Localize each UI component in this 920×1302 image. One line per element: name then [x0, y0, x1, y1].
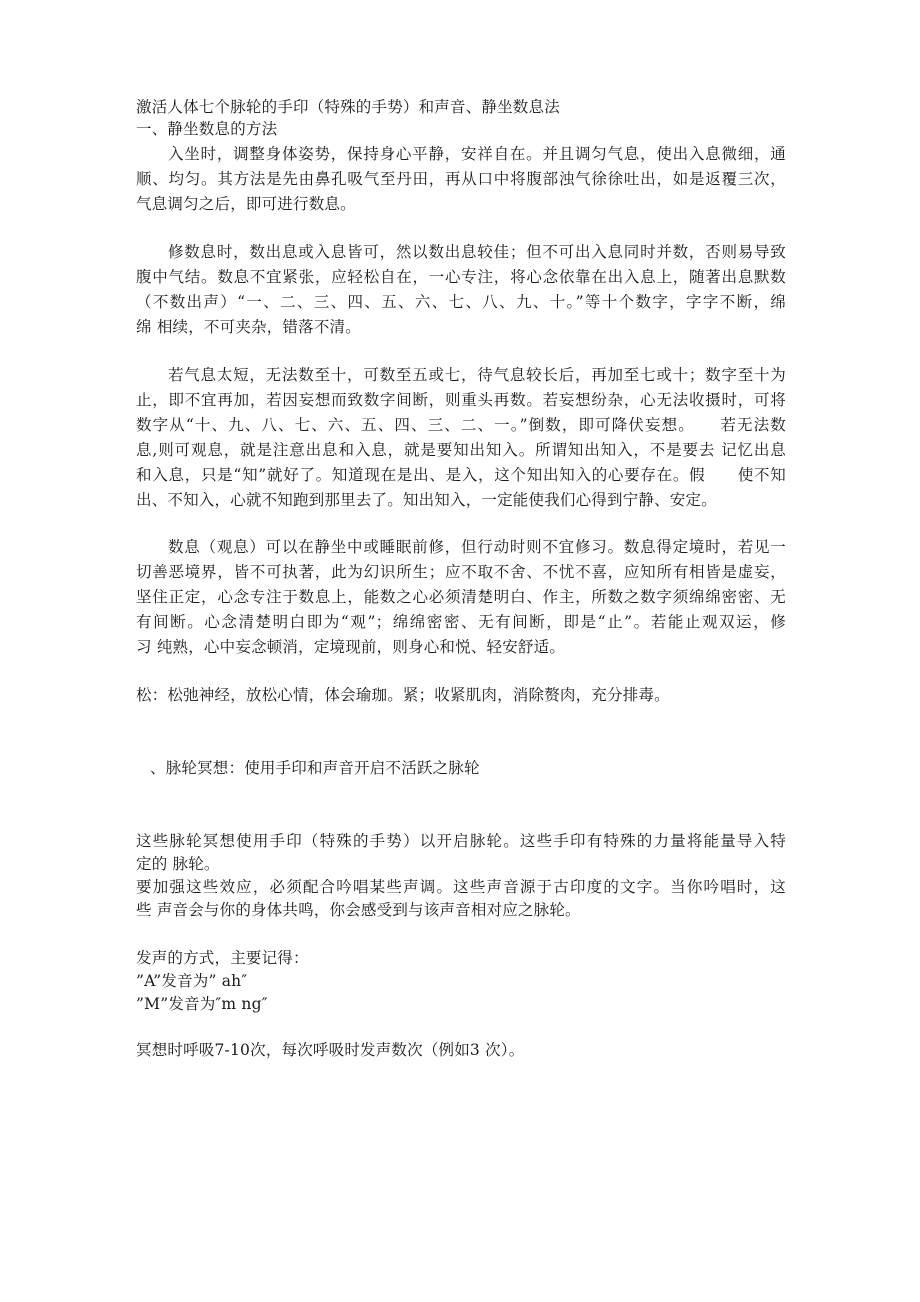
- paragraph-6-line-2: 定的 脉轮。: [136, 855, 220, 873]
- paragraph-8: 冥想时呼吸7-10次，每次呼吸时发声数次（例如3 次）。: [136, 1041, 525, 1059]
- paragraph-5: 松：松弛神经，放松心情，体会瑜珈。紧；收紧肌肉，消除赘肉，充分排毒。: [136, 686, 670, 704]
- paragraph-1-line-1: 入坐时，调整身体姿势，保持身心平静，安祥自在。并且调匀气息，使出入息微细，通: [168, 145, 786, 163]
- paragraph-3-line-5: 和入息，只是“知”就好了。知道现在是出、是入，这个知出知入的心要存在。假 使不知: [136, 466, 786, 484]
- paragraph-2-line-4: 绵 相续，不可夹杂，错落不清。: [136, 318, 361, 336]
- paragraph-1-line-3: 气息调匀之后，即可进行数息。: [136, 195, 356, 213]
- paragraph-2-line-1: 修数息时，数出息或入息皆可，然以数出息较佳；但不可出入息同时并数，否则易导致: [168, 243, 786, 261]
- pronunciation-intro: 发声的方式，主要记得：: [136, 949, 309, 967]
- paragraph-3-line-4: 息,则可观息，就是注意出息和入息，就是要知出知入。所谓知出知入，不是要去 记忆出息: [136, 441, 786, 459]
- document-title: 激活人体七个脉轮的手印（特殊的手势）和声音、静坐数息法: [136, 98, 560, 116]
- paragraph-4-line-5: 习 纯熟，心中妄念顿消，定境现前，则身心和悦、轻安舒适。: [136, 638, 566, 656]
- paragraph-3-line-1: 若气息太短，无法数至十，可数至五或七，待气息较长后，再加至七或十；数字至十为: [168, 366, 786, 384]
- paragraph-4-line-3: 坚住正定，心念专注于数息上，能数之心必须清楚明白、作主，所数之数字须绵绵密密、无: [136, 588, 786, 606]
- paragraph-1-line-2: 顺、均匀。其方法是先由鼻孔吸气至丹田，再从口中将腹部浊气徐徐吐出，如是返覆三次，: [136, 170, 786, 188]
- paragraph-6-line-4: 些 声音会与你的身体共鸣，你会感受到与该声音相对应之脉轮。: [136, 901, 581, 919]
- paragraph-6-line-3: 要加强这些效应，必须配合吟唱某些声调。这些声音源于古印度的文字。当你吟唱时，这: [136, 878, 786, 896]
- paragraph-2-line-2: 腹中气结。数息不宜紧张，应轻松自在，一心专注，将心念依靠在出入息上，随著出息默数: [136, 268, 786, 286]
- paragraph-3-line-2: 止，即不宜再加，若因妄想而致数字间断，则重头再数。若妄想纷杂，心无法收摄时，可将: [136, 391, 786, 409]
- paragraph-4-line-1: 数息（观息）可以在静坐中或睡眠前修，但行动时则不宜修习。数息得定境时，若见一: [168, 538, 786, 556]
- paragraph-3-line-3: 数字从“十、九、八、七、六、五、四、三、二、一。”倒数，即可降伏妄想。 若无法数: [136, 416, 786, 434]
- section-2-heading: 、脉轮冥想：使用手印和声音开启不活跃之脉轮: [150, 759, 480, 777]
- pronunciation-a: ”A”发音为” ah″: [136, 972, 248, 990]
- paragraph-6-line-1: 这些脉轮冥想使用手印（特殊的手势）以开启脉轮。这些手印有特殊的力量将能量导入特: [136, 832, 786, 850]
- paragraph-4-line-4: 有间断。心念清楚明白即为“观”；绵绵密密、无有间断，即是“止”。若能止观双运，修: [136, 613, 786, 631]
- paragraph-3-line-6: 出、不知入，心就不知跑到那里去了。知出知入，一定能使我们心得到宁静、安定。: [136, 491, 717, 509]
- section-1-heading: 一、静坐数息的方法: [136, 120, 278, 138]
- paragraph-4-line-2: 切善恶境界，皆不可执著，此为幻识所生；应不取不舍、不忧不喜，应知所有相皆是虚妄，: [136, 563, 786, 581]
- pronunciation-m: ”M”发音为″m ng″: [136, 995, 268, 1013]
- paragraph-2-line-3: （不数出声）“一、二、三、四、五、六、七、八、九、十。”等十个数字，字字不断，绵: [136, 293, 786, 311]
